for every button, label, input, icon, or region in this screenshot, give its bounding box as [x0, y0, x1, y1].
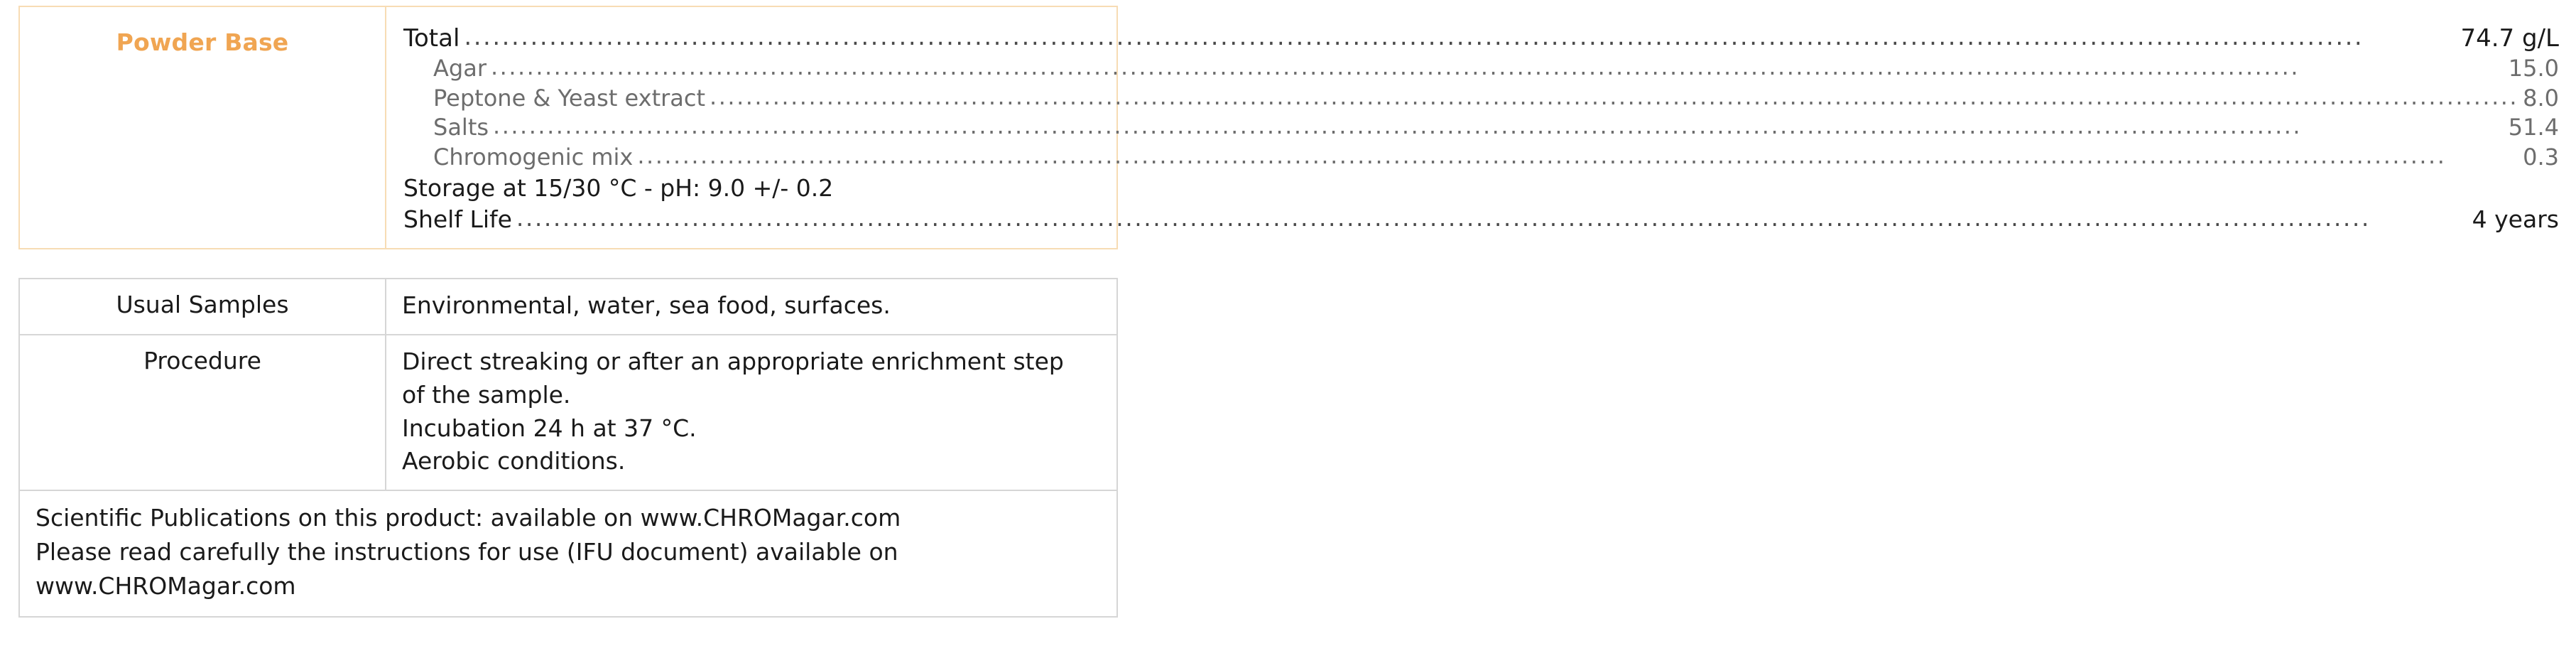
leader-dots — [491, 53, 2504, 82]
component-value: 0.3 — [2523, 143, 2559, 171]
procedure-row — [20, 335, 1116, 491]
component-value: 15.0 — [2508, 55, 2559, 82]
procedure-label-cell — [20, 335, 386, 490]
leader-dots — [516, 203, 2468, 234]
component-label: Salts — [433, 114, 489, 141]
component-row — [403, 84, 2559, 114]
usual-samples-row — [20, 279, 1116, 335]
storage-line: Storage at 15/30 °C - pH: 9.0 +/- 0.2 — [403, 173, 834, 202]
component-row — [403, 54, 2559, 84]
procedure-line: Aerobic conditions. — [402, 447, 626, 475]
powder-base-content — [386, 7, 2576, 248]
shelf-life-value: 4 years — [2472, 205, 2559, 233]
total-row — [403, 23, 2559, 54]
footer-row — [20, 491, 1116, 616]
component-label: Chromogenic mix — [433, 143, 634, 171]
component-label: Agar — [433, 55, 487, 82]
procedure-line: Incubation 24 h at 37 °C. — [402, 414, 697, 442]
procedure-line: of the sample. — [402, 380, 571, 409]
component-value: 8.0 — [2523, 84, 2559, 112]
powder-base-label: Powder Base — [116, 28, 289, 56]
usual-samples-content — [386, 279, 1116, 334]
powder-base-table — [18, 6, 2559, 249]
procedure-content — [386, 335, 1116, 490]
component-label: Peptone & Yeast extract — [433, 84, 706, 112]
total-label: Total — [403, 24, 460, 53]
leader-dots — [710, 82, 2518, 112]
total-value: 74.7 g/L — [2460, 24, 2559, 53]
component-row — [403, 143, 2559, 173]
component-value: 51.4 — [2508, 114, 2559, 141]
info-table — [18, 278, 1118, 618]
powder-base-label-cell — [20, 7, 386, 248]
footer-content — [20, 491, 913, 616]
usual-samples-label: Usual Samples — [116, 291, 289, 318]
usual-samples-label-cell — [20, 279, 386, 334]
shelf-life-label: Shelf Life — [403, 205, 512, 233]
leader-dots — [464, 21, 2456, 53]
footer-line: www.CHROMagar.com — [36, 571, 296, 600]
usual-samples-text: Environmental, water, sea food, surfaces. — [402, 291, 891, 319]
shelf-life-row — [403, 204, 2559, 235]
footer-line: Scientific Publications on this product: available on www.CHROMagar.com — [36, 504, 901, 532]
leader-dots — [637, 141, 2518, 171]
procedure-line: Direct streaking or after an appropriate enrichment step — [402, 347, 1064, 375]
component-row — [403, 113, 2559, 143]
leader-dots — [493, 112, 2504, 141]
procedure-label: Procedure — [143, 346, 261, 375]
footer-line: Please read carefully the instructions for use (IFU document) available on — [36, 538, 898, 566]
